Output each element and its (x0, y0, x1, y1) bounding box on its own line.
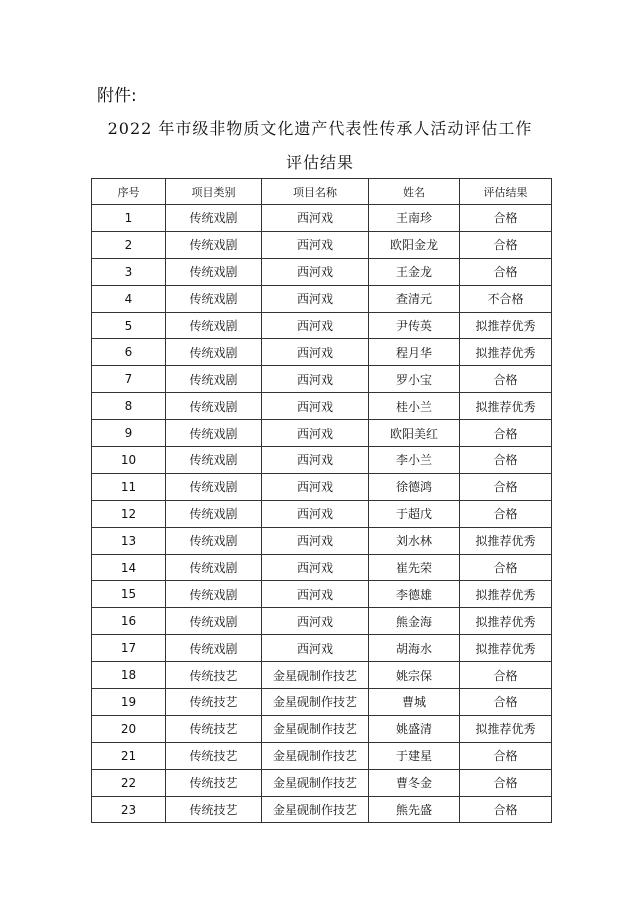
cell-category: 传统技艺 (166, 769, 262, 796)
cell-no: 23 (92, 796, 166, 823)
cell-person-name: 姚盛清 (369, 715, 460, 742)
header-result: 评估结果 (460, 179, 552, 205)
cell-result: 合格 (460, 205, 552, 232)
cell-result: 拟推荐优秀 (460, 608, 552, 635)
cell-person-name: 王南珍 (369, 205, 460, 232)
cell-person-name: 欧阳金龙 (369, 231, 460, 258)
header-no: 序号 (92, 179, 166, 205)
table-row (92, 500, 552, 527)
cell-category: 传统戏剧 (166, 312, 262, 339)
table-row (92, 581, 552, 608)
table-row (92, 447, 552, 474)
cell-project-name: 西河戏 (262, 581, 369, 608)
header-person-name: 姓名 (369, 179, 460, 205)
cell-person-name: 李德雄 (369, 581, 460, 608)
cell-category: 传统技艺 (166, 742, 262, 769)
cell-result: 不合格 (460, 285, 552, 312)
cell-category: 传统技艺 (166, 715, 262, 742)
cell-result: 合格 (460, 796, 552, 823)
cell-result: 合格 (460, 366, 552, 393)
cell-category: 传统技艺 (166, 662, 262, 689)
cell-no: 16 (92, 608, 166, 635)
cell-project-name: 西河戏 (262, 420, 369, 447)
cell-category: 传统戏剧 (166, 285, 262, 312)
cell-no: 7 (92, 366, 166, 393)
cell-project-name: 金星砚制作技艺 (262, 769, 369, 796)
cell-result: 拟推荐优秀 (460, 715, 552, 742)
cell-person-name: 欧阳美红 (369, 420, 460, 447)
table-row (92, 635, 552, 662)
cell-project-name: 西河戏 (262, 205, 369, 232)
cell-person-name: 曹城 (369, 689, 460, 716)
cell-no: 13 (92, 527, 166, 554)
cell-project-name: 金星砚制作技艺 (262, 742, 369, 769)
table-row (92, 715, 552, 742)
cell-project-name: 西河戏 (262, 554, 369, 581)
cell-category: 传统戏剧 (166, 366, 262, 393)
cell-no: 10 (92, 447, 166, 474)
cell-result: 拟推荐优秀 (460, 527, 552, 554)
cell-category: 传统戏剧 (166, 339, 262, 366)
attachment-label: 附件: (97, 86, 137, 106)
cell-person-name: 刘水林 (369, 527, 460, 554)
cell-category: 传统戏剧 (166, 500, 262, 527)
cell-person-name: 于建星 (369, 742, 460, 769)
cell-project-name: 西河戏 (262, 339, 369, 366)
table-row (92, 285, 552, 312)
cell-person-name: 曹冬金 (369, 769, 460, 796)
cell-category: 传统戏剧 (166, 447, 262, 474)
cell-no: 5 (92, 312, 166, 339)
table-row (92, 662, 552, 689)
cell-category: 传统戏剧 (166, 527, 262, 554)
cell-result: 拟推荐优秀 (460, 339, 552, 366)
cell-project-name: 西河戏 (262, 635, 369, 662)
cell-project-name: 西河戏 (262, 312, 369, 339)
cell-project-name: 西河戏 (262, 500, 369, 527)
cell-project-name: 金星砚制作技艺 (262, 689, 369, 716)
cell-no: 19 (92, 689, 166, 716)
cell-person-name: 于超戊 (369, 500, 460, 527)
table-body (92, 205, 552, 823)
table-row (92, 554, 552, 581)
table-row (92, 769, 552, 796)
table-row (92, 689, 552, 716)
cell-person-name: 熊先盛 (369, 796, 460, 823)
table-row (92, 231, 552, 258)
table-row (92, 420, 552, 447)
cell-category: 传统戏剧 (166, 473, 262, 500)
cell-no: 3 (92, 258, 166, 285)
cell-project-name: 金星砚制作技艺 (262, 796, 369, 823)
cell-project-name: 西河戏 (262, 447, 369, 474)
cell-result: 合格 (460, 662, 552, 689)
cell-project-name: 金星砚制作技艺 (262, 715, 369, 742)
cell-project-name: 西河戏 (262, 258, 369, 285)
cell-result: 合格 (460, 500, 552, 527)
cell-person-name: 罗小宝 (369, 366, 460, 393)
cell-no: 11 (92, 473, 166, 500)
cell-category: 传统戏剧 (166, 608, 262, 635)
table-row (92, 796, 552, 823)
cell-no: 1 (92, 205, 166, 232)
cell-no: 4 (92, 285, 166, 312)
results-table (91, 178, 552, 823)
cell-category: 传统戏剧 (166, 231, 262, 258)
table-header-row (92, 179, 552, 205)
cell-result: 合格 (460, 420, 552, 447)
cell-person-name: 尹传英 (369, 312, 460, 339)
cell-person-name: 崔先荣 (369, 554, 460, 581)
cell-result: 合格 (460, 742, 552, 769)
cell-result: 合格 (460, 447, 552, 474)
cell-category: 传统戏剧 (166, 205, 262, 232)
cell-category: 传统戏剧 (166, 420, 262, 447)
document-subtitle: 评估结果 (285, 153, 354, 172)
cell-category: 传统戏剧 (166, 393, 262, 420)
cell-no: 20 (92, 715, 166, 742)
cell-no: 17 (92, 635, 166, 662)
table-row (92, 339, 552, 366)
cell-no: 12 (92, 500, 166, 527)
cell-no: 6 (92, 339, 166, 366)
cell-person-name: 姚宗保 (369, 662, 460, 689)
cell-category: 传统戏剧 (166, 635, 262, 662)
header-project-name: 项目名称 (262, 179, 369, 205)
cell-no: 22 (92, 769, 166, 796)
cell-category: 传统技艺 (166, 796, 262, 823)
cell-category: 传统技艺 (166, 689, 262, 716)
cell-project-name: 西河戏 (262, 366, 369, 393)
cell-no: 8 (92, 393, 166, 420)
cell-result: 合格 (460, 473, 552, 500)
table-row (92, 742, 552, 769)
cell-result: 合格 (460, 231, 552, 258)
table-row (92, 473, 552, 500)
cell-no: 21 (92, 742, 166, 769)
cell-project-name: 西河戏 (262, 285, 369, 312)
cell-project-name: 西河戏 (262, 527, 369, 554)
cell-person-name: 熊金海 (369, 608, 460, 635)
cell-category: 传统戏剧 (166, 258, 262, 285)
table-row (92, 393, 552, 420)
cell-result: 合格 (460, 258, 552, 285)
cell-result: 合格 (460, 554, 552, 581)
cell-result: 拟推荐优秀 (460, 635, 552, 662)
cell-no: 14 (92, 554, 166, 581)
cell-no: 9 (92, 420, 166, 447)
cell-person-name: 桂小兰 (369, 393, 460, 420)
cell-person-name: 查清元 (369, 285, 460, 312)
cell-result: 拟推荐优秀 (460, 581, 552, 608)
table-row (92, 312, 552, 339)
cell-person-name: 胡海水 (369, 635, 460, 662)
header-category: 项目类别 (166, 179, 262, 205)
cell-result: 拟推荐优秀 (460, 312, 552, 339)
cell-no: 18 (92, 662, 166, 689)
table-row (92, 608, 552, 635)
cell-no: 15 (92, 581, 166, 608)
cell-no: 2 (92, 231, 166, 258)
table-row (92, 258, 552, 285)
cell-result: 拟推荐优秀 (460, 393, 552, 420)
cell-project-name: 西河戏 (262, 473, 369, 500)
cell-project-name: 西河戏 (262, 393, 369, 420)
cell-project-name: 西河戏 (262, 608, 369, 635)
cell-result: 合格 (460, 769, 552, 796)
cell-person-name: 程月华 (369, 339, 460, 366)
cell-project-name: 西河戏 (262, 231, 369, 258)
cell-result: 合格 (460, 689, 552, 716)
table-row (92, 527, 552, 554)
document-title: 2022 年市级非物质文化遗产代表性传承人活动评估工作 (107, 119, 533, 138)
table-row (92, 205, 552, 232)
cell-category: 传统戏剧 (166, 554, 262, 581)
cell-category: 传统戏剧 (166, 581, 262, 608)
cell-person-name: 王金龙 (369, 258, 460, 285)
table-row (92, 366, 552, 393)
cell-person-name: 徐德鸿 (369, 473, 460, 500)
cell-person-name: 李小兰 (369, 447, 460, 474)
cell-project-name: 金星砚制作技艺 (262, 662, 369, 689)
